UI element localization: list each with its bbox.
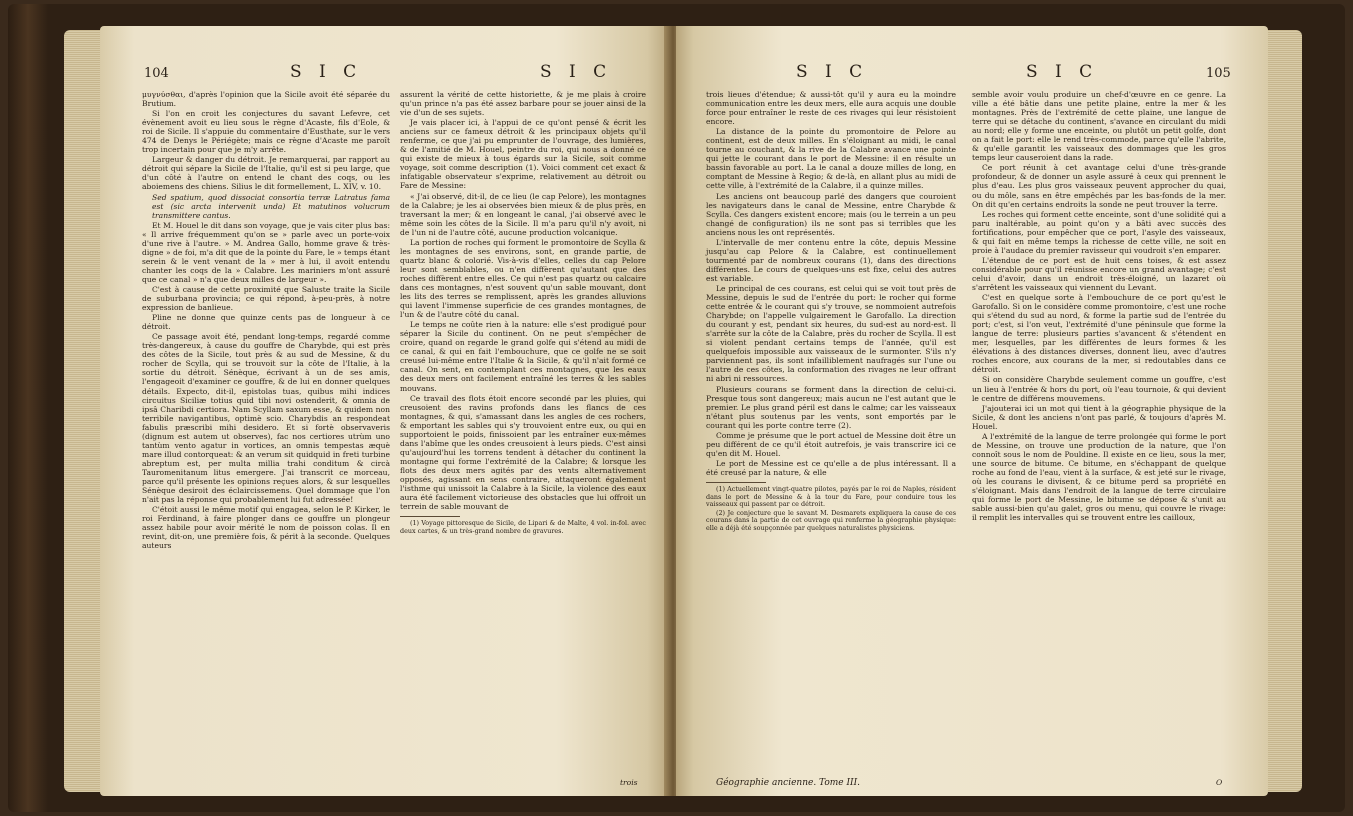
footnote: (1) Actuellement vingt-quatre pilotes, payés par le roi de Naples, résident dans le port de Messine & à la tour du Fare, pour conduire tous les vaisseaux qui passent par ce détroit.	[706, 484, 956, 509]
right-column-1	[706, 90, 956, 534]
paragraph: La portion de roches qui forment le promontoire de Scylla & les montagnes de ses environs, sont, en grande partie, de quartz blanc & colorié. Vis-à-vis d'elles, celles du cap Pelore leur sont semblables, ou n'en diffèrent qu'autant que des roches diffèrent entre elles. Ce qui n'est pas quartz ou calcaire dans ces montagnes, n'est souvent qu'un sable mouvant, dont les lits des terres se remplissent, après les grandes alluvions qui lavent l'immense superficie de ces grandes montagnes, de l'un & de l'autre côté du canal.	[400, 237, 646, 320]
paragraph: C'est à cause de cette proximité que Saluste traite la Sicile de suburbana provincia; ce qui répond, à-peu-près, à notre expression de banlieue.	[142, 284, 390, 313]
footnote: (2) Je conjecture que le savant M. Desmarets expliquera la cause de ces courans dans la partie de cet ouvrage qui renferme la géographie physique: elle a déjà été soupçonnée par quelques naturalistes physiciens.	[706, 508, 956, 532]
paragraph: Plusieurs courans se forment dans la direction de celui-ci. Presque tous sont dangereux; mais aucun ne l'est autant que le premier. Le plus grand péril est dans le calme; car les vaisseaux n'étant plus soutenus par les vents, sont emportés par le courant qui les porte contre terre (2).	[706, 384, 956, 430]
paragraph: La distance de la pointe du promontoire de Pelore au continent, est de deux milles. En s'éloignant au midi, le canal tourne au couchant, & la rive de la Calabre avance une pointe qui jette le courant dans le port de Messine: il en résulte un bassin favorable au port. La le canal a douze milles de long, en comptant de Messine à Regio; & de-là, en allant plus au midi de cette ville, à l'extrémité de la Calabre, il a quinze milles.	[706, 127, 956, 191]
paragraph: trois lieues d'étendue; & aussi-tôt qu'il y aura eu la moindre communication entre les deux mers, elle aura acquis une double force pour entraîner le reste de ces rivages qui leur résistoient encore.	[706, 90, 956, 127]
paragraph: A l'extrémité de la langue de terre prolongée qui forme le port de Messine, on trouve une production de la nature, que l'on connoît sous le nom de Pouldine. Il existe en ce lieu, sous la mer, une source de bitume. Ce bitume, en s'échappant de quelque roche au fond de l'eau, vient à la surface, & est jeté sur le rivage, où les courans le divisent, & ce bitume perd sa propriété en s'éloignant. Mais dans l'endroit de la langue de terre circulaire qui forme le port de Messine, le bitume se dépose & s'unit au sable aussi-bien qu'au galet, gros ou menu, qui couvre le rivage: il remplit les intervalles qui se trouvent entre les cailloux,	[972, 431, 1226, 523]
footnote: (1) Voyage pittoresque de Sicile, de Lipari & de Malte, 4 vol. in-fol. avec deux cartes, & un très-grand nombre de gravures.	[400, 519, 646, 535]
paragraph: Si on considère Charybde seulement comme un gouffre, c'est un lieu à l'entrée & hors du port, où l'eau tournoie, & qui devient le centre de différens mouvemens.	[972, 375, 1226, 403]
left-head-a: S I C	[290, 62, 363, 82]
left-page-number: 104	[144, 66, 169, 81]
paragraph: Largeur & danger du détroit. Je remarquerai, par rapport au détroit qui sépare la Sicile de l'Italie, qu'il est si peu large, que d'un côté à l'autre on entend le chant des coqs, ou les aboiemens des chiens. Silius le dit formellement, L. XIV, v. 10.	[142, 155, 390, 192]
paragraph: Ce passage avoit été, pendant long-temps, regardé comme très-dangereux, à cause du gouffre de Charybde, qui est près des côtes de la Sicile, tout près & au sud de Messine, & du rocher de Scylla, qui se trouvoit sur la côte de l'Italie, à la sortie du détroit. Sénèque, écrivant à un de ses amis, l'engageoit d'examiner ce gouffre, & de lui en donner quelques détails. Expecto, dit-il, epistolas tuas, quibus mihi indices circuitus Siciliæ totius quid tibi novi ostenderit, & omnia de ipsâ Charibdi certiora. Nam Scyllam saxum esse, & quidem non terribile navigantibus, optimè scio. Charybdis an respondeat fabulis præscribi mihi desidero. Et si fortè observaveris (dignum est autem ut observes), fac nos certiores utrùm uno tantùm vento agatur in vortices, an omnis tempestas æquè mare illud contorqueat: & an verum sit quidquid in freti turbine abreptum est, per multa millia trahi conditum & circà Tauromenitanum litus emergere. J'ai transcrit ce morceau, parce qu'il présente les opinions reçues alors, & sur lesquelles Sénèque desiroit des éclaircissemens. Quel dommage que l'on n'ait pas la réponse qui probablement lui fut adressée!	[142, 332, 390, 505]
footnote-rule	[706, 482, 766, 483]
signature-line: Géographie ancienne. Tome III.	[716, 778, 861, 788]
left-column-2	[400, 90, 646, 536]
paragraph: Le port de Messine est ce qu'elle a de plus intéressant. Il a été creusé par la nature, & elle	[706, 458, 956, 477]
paragraph: J'ajouterai ici un mot qui tient à la géographie physique de la Sicile, & dont les anciens n'ont pas parlé, & toujours d'après M. Houel.	[972, 403, 1226, 431]
left-page	[100, 26, 670, 796]
paragraph: Les roches qui forment cette enceinte, sont d'une solidité qui a paru inaltérable, au point qu'on y a bâti avec succès des fortifications, pour empêcher que ce port, l'asyle des vaisseaux, & qui fait en même temps la richesse de cette ville, ne soit en proie à l'audace du premier ravisseur qui voudroit s'en emparer.	[972, 209, 1226, 255]
left-column-1	[142, 90, 390, 551]
paragraph: L'intervalle de mer contenu entre la côte, depuis Messine jusqu'au cap Pelore & la Calabre, est continuellement tourmenté par de nombreux courans (1), dans des directions différentes. Le cours de quelques-uns est fixe, celui des autres est variable.	[706, 237, 956, 283]
paragraph: Pline ne donne que quinze cents pas de longueur à ce détroit.	[142, 313, 390, 332]
paragraph: Je vais placer ici, à l'appui de ce qu'ont pensé & écrit les anciens sur ce fameux détroit & les principaux objets qu'il renferme, ce que j'ai pu emprunter de l'ouvrage, des lumières, & de l'amitié de M. Houel, peintre du roi, qui nous a donné ce qui existe de mieux à tous égards sur la Sicile, soit comme voyage, soit comme description (1). Voici comment cet exact & infatigable observateur s'exprime, relativement au détroit ou Fare de Messine:	[400, 118, 646, 191]
left-catchword: trois	[620, 778, 638, 787]
right-column-2	[972, 90, 1226, 523]
paragraph: Ce port réunit à cet avantage celui d'une très-grande profondeur, & de donner un asyle assuré à ceux qui prennent le plus d'eau. Les plus gros vaisseaux peuvent approcher du quai, ou du môle, sans en être empêchés par les bas-fonds de la mer. On dit qu'en certains endroits la sonde ne peut trouver la terre.	[972, 163, 1226, 209]
right-page	[676, 26, 1268, 796]
right-head-b: S I C	[1026, 62, 1099, 82]
footnote-rule	[400, 516, 460, 517]
latin-quote: Sed spatium, quod dissociat consortia terræ Latratus fama est (sic arcta intervenit unda) Et matutinos volucrum transmittere cantus.	[152, 192, 390, 220]
open-book	[8, 4, 1345, 812]
paragraph: Le temps ne coûte rien à la nature: elle s'est prodigué pour séparer la Sicile du continent. On ne peut s'empêcher de croire, quand on regarde le grand golfe qui s'étend au midi de ce canal, & qui en fait l'embouchure, que ce golfe ne se soit creusé lui-même entre l'Italie & la Sicile, & qu'il n'ait formé ce canal. On sent, en contemplant ces montagnes, que les eaux des deux mers ont facilement entraîné les terres & les sables mouvans.	[400, 320, 646, 393]
paragraph: C'étoit aussi le même motif qui engagea, selon le P. Kirker, le roi Ferdinand, à faire plonger dans ce gouffre un plongeur assez habile pour avoir mérité le nom de poisson colas. Il en revint, dit-on, une première fois, & périt à la seconde. Quelques auteurs	[142, 505, 390, 551]
paragraph: « J'ai observé, dit-il, de ce lieu (le cap Pelore), les montagnes de la Calabre; je les ai observées bien mieux & de plus près, en traversant la mer; & en longeant le canal, j'ai observé avec le même soin les côtes de la Sicile. Il m'a paru qu'il n'y avoit, ni de l'un ni de l'autre côté, aucune production volcanique.	[400, 191, 646, 237]
right-running-head	[676, 62, 1268, 88]
paragraph: C'est en quelque sorte à l'embouchure de ce port qu'est le Garofallo. Si on le considère comme promontoire, c'est une roche qui s'étend du sud au nord, & forme la partie sud de l'entrée du port; c'est, si l'on veut, l'extrémité d'une péninsule que forme la langue de terre: plusieurs parties s'avancent & s'étendent en mer, lesquelles, par les différentes de leurs formes & les élévations à des distances diverses, donnent lieu, avec d'autres roches encore, aux courans de la mer, si redoutables dans ce détroit.	[972, 293, 1226, 375]
right-page-number: 105	[1206, 66, 1231, 81]
paragraph: Comme je présume que le port actuel de Messine doit être un peu différent de ce qu'il étoit autrefois, je vais transcrire ici ce qu'en dit M. Houel.	[706, 430, 956, 458]
paragraph: Le principal de ces courans, est celui qui se voit tout près de Messine, depuis le sud de l'entrée du port: le rocher qui forme cette entrée & le courant qui s'y trouve, se nommoient autrefois Charybde; on l'appelle vulgairement le Garofallo. La direction du courant y est, pendant six heures, du sud-est au nord-est. Il s'arrête sur la côte de la Calabre, près du rocher de Scylla. Il est si violent pendant certains temps de l'année, qu'il est quelquefois impossible aux vaisseaux de le surmonter. S'ils n'y parviennent pas, ils sont infailliblement naufragés sur l'une ou l'autre de ces côtes, la conformation des rivages ne leur offrant ni abri ni ressources.	[706, 283, 956, 384]
paragraph: μυγνύσθαι, d'après l'opinion que la Sicile avoit été séparée du Brutium.	[142, 90, 390, 109]
paragraph: Si l'on en croit les conjectures du savant Lefevre, cet évènement avoit eu lieu sous le règne d'Acaste, fils d'Eole, & roi de Sicile. Il s'appuie du commentaire d'Eusthate, sur le vers 474 de Denys le Périégète; mais ce règne d'Acaste me paroît trop incertain pour que je m'y arrête.	[142, 109, 390, 155]
left-running-head	[100, 62, 670, 88]
right-catchword: O	[1216, 778, 1223, 787]
paragraph: L'étendue de ce port est de huit cens toises, & est assez considérable pour qu'il réunisse encore un grand avantage; c'est celui d'avoir, dans un endroit très-éloigné, un lazaret où s'arrêtent les vaisseaux qui viennent du Levant.	[972, 255, 1226, 292]
right-page-edges	[1266, 30, 1302, 792]
paragraph: Et M. Houel le dit dans son voyage, que je vais citer plus bas: « Il arrive fréquemment qu'on se » parle avec un porte-voix d'une rive à l'autre. » M. Andrea Gallo, homme grave & très-digne » de foi, m'a dit que de la pointe du Fare, le » temps étant serein & le vent venant de la » mer à lui, il avoit entendu chanter les coqs de la » Calabre. Les mariniers m'ont assuré que ce canal » n'a que deux milles de largeur ».	[142, 220, 390, 284]
paragraph: semble avoir voulu produire un chef-d'œuvre en ce genre. La ville a été bâtie dans une petite plaine, entre la mer & les montagnes. Près de l'extrémité de cette plaine, une langue de terre qui se détache du continent, s'avance en circulant du midi au nord; elle y forme une enceinte, ou plutôt un petit golfe, dont on a fait le port: elle le rend très-commode, parce qu'elle l'abrite, & qu'elle garantit les vaisseaux des dommages que les gros temps leur causeroient dans la rade.	[972, 90, 1226, 163]
paragraph: Les anciens ont beaucoup parlé des dangers que couroient les navigateurs dans le canal de Messine, entre Charybde & Scylla. Ces dangers existent encore; mais (ou le terrein a un peu changé de configuration) ils ne sont pas si terribles que les anciens nous les ont représentés.	[706, 191, 956, 237]
left-head-b: S I C	[540, 62, 613, 82]
left-page-edges	[64, 30, 104, 792]
right-head-a: S I C	[796, 62, 869, 82]
paragraph: assurent la vérité de cette historiette, & je me plais à croire qu'un prince n'a pas été assez barbare pour se jouer ainsi de la vie d'un de ses sujets.	[400, 90, 646, 118]
paragraph: Ce travail des flots étoit encore secondé par les pluies, qui creusoient des ravins profonds dans les flancs de ces montagnes, & qui, s'amassant dans les angles de ces rochers, & emportant les sables qui s'y trouvoient entre eux, ou qui en supportoient le poids, finissoient par les entraîner eux-mêmes dans l'abîme que les ondes creusoient à leurs pieds. C'est ainsi qu'aujourd'hui les torrens tendent à détacher du continent la montagne qui forme l'extrémité de la Calabre; & lorsque les flots des deux mers agités par des vents alternativement opposés, agissant en sens contraire, attaqueront également l'isthme qui unissoit la Calabre à la Sicile, la violence des eaux aura été facilement victorieuse des obstacles que lui offroit un terrein de sable mouvant de	[400, 393, 646, 512]
